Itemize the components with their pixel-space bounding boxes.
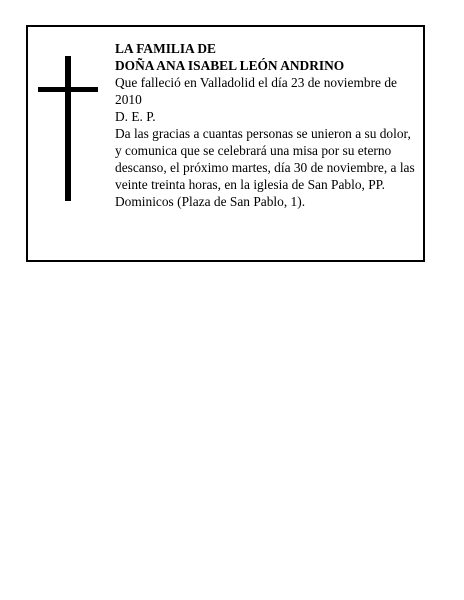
heading-deceased-name: DOÑA ANA ISABEL LEÓN ANDRINO (115, 58, 345, 73)
death-info: Que falleció en Valladolid el día 23 de noviembre de 2010 (115, 75, 397, 107)
cross-icon (38, 56, 98, 201)
notice-message: Da las gracias a cuantas personas se unieron a su dolor, y comunica que se celebrará una misa por su eterno descanso, el próximo martes, día 30 de noviembre, a las veinte treinta horas, en la iglesia de San Pablo, PP. Dominicos (Plaza de San Pablo, 1). (115, 126, 415, 209)
heading-family: LA FAMILIA DE (115, 41, 216, 56)
obituary-notice (26, 25, 425, 262)
cross-vertical-bar (65, 56, 71, 201)
rip-text: D. E. P. (115, 109, 156, 124)
notice-text (115, 40, 420, 210)
cross-horizontal-bar (38, 87, 98, 92)
